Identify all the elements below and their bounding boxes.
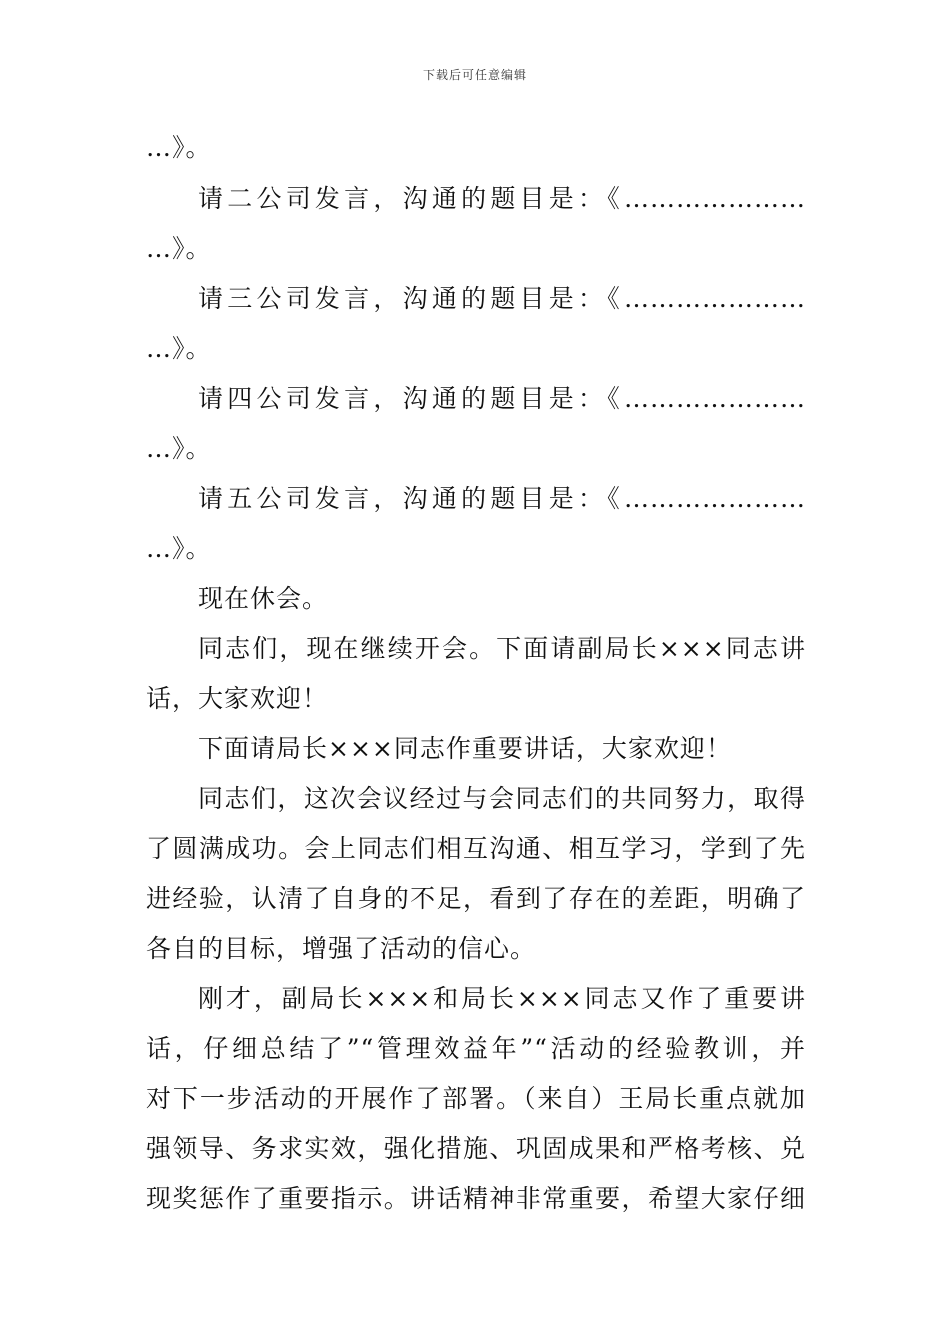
text-line: …》。: [146, 434, 212, 463]
text-line: …》。: [146, 234, 212, 263]
text-line: 请二公司发言，沟通的题目是：《…………………: [198, 184, 806, 213]
text-line: 现奖惩作了重要指示。讲话精神非常重要，希望大家仔细: [146, 1184, 806, 1213]
page-header: 下载后可任意编辑: [422, 68, 527, 82]
text-line: 同志们，这次会议经过与会同志们的共同努力，取得: [198, 784, 806, 813]
text-line: 强领导、务求实效，强化措施、巩固成果和严格考核、兑: [146, 1134, 806, 1163]
text-line: 了圆满成功。会上同志们相互沟通、相互学习，学到了先: [146, 834, 806, 863]
text-line: 进经验，认清了自身的不足，看到了存在的差距，明确了: [146, 884, 806, 913]
text-line: 现在休会。: [198, 584, 329, 613]
text-line: …》。: [146, 334, 212, 363]
text-line: 话，大家欢迎！: [146, 684, 329, 713]
text-line: 请四公司发言，沟通的题目是：《…………………: [198, 384, 806, 413]
text-line: …》。: [146, 534, 212, 563]
text-line: 下面请局长×××同志作重要讲话，大家欢迎！: [198, 734, 732, 763]
text-line: 话，仔细总结了”“管理效益年”“活动的经验教训，并: [146, 1034, 806, 1063]
text-line: 请五公司发言，沟通的题目是：《…………………: [198, 484, 806, 513]
text-line: 对下一步活动的开展作了部署。（来自）王局长重点就加: [146, 1084, 806, 1113]
text-line: 各自的目标，增强了活动的信心。: [146, 934, 537, 963]
text-line: 刚才，副局长×××和局长×××同志又作了重要讲: [198, 984, 806, 1013]
text-line: 同志们，现在继续开会。下面请副局长×××同志讲: [198, 634, 806, 663]
text-line: 请三公司发言，沟通的题目是：《…………………: [198, 284, 806, 313]
text-line: …》。: [146, 133, 212, 162]
